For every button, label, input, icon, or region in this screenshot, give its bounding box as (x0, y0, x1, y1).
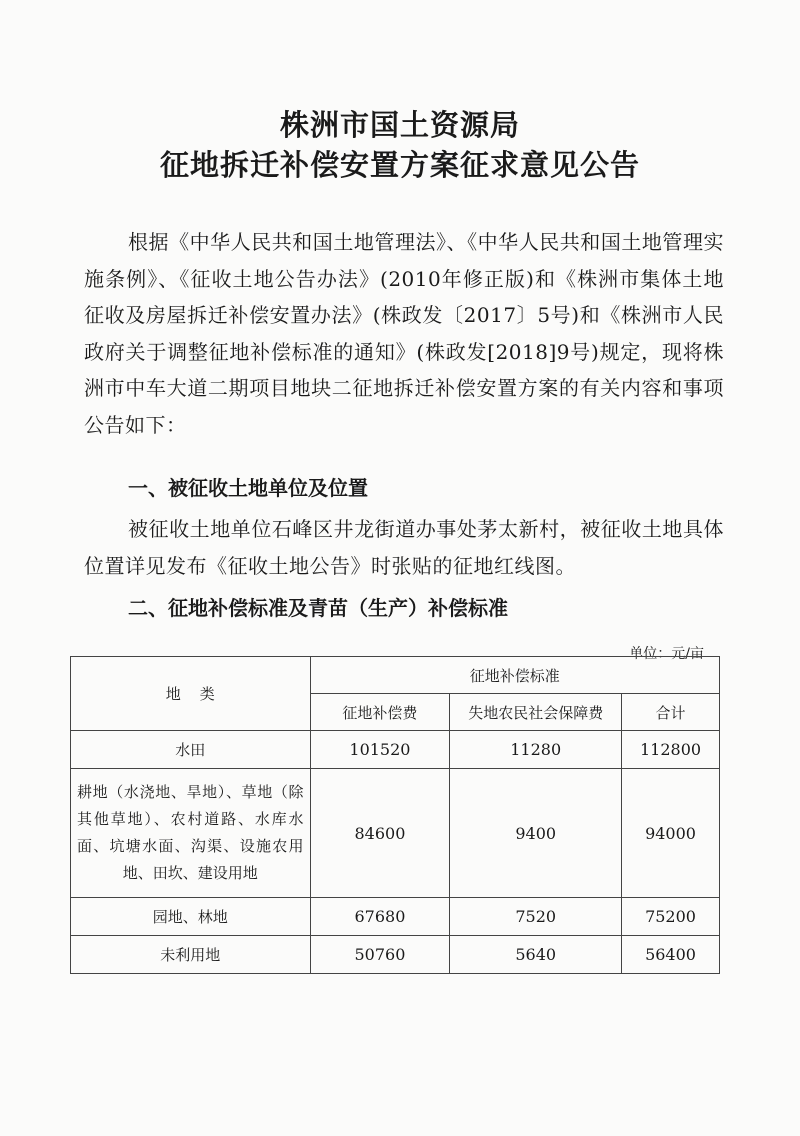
table-row (71, 769, 720, 898)
table-header-row (71, 657, 720, 694)
table-row (71, 898, 720, 936)
fee-cell: 101520 (310, 731, 450, 769)
section1-heading: 一、被征收土地单位及位置 (128, 476, 368, 500)
land-type-cell: 耕地（水浇地、旱地）、草地（除其他草地）、农村道路、水库水面、坑塘水面、沟渠、设施农用地、田坎、建设用地 (71, 769, 311, 898)
fee-cell: 67680 (310, 898, 450, 936)
table-row (71, 936, 720, 974)
header-total: 合计 (622, 694, 720, 731)
fee-cell: 50760 (310, 936, 450, 974)
intro-paragraph: 根据《中华人民共和国土地管理法》、《中华人民共和国土地管理实施条例》、《征收土地公告办法》(2010年修正版)和《株洲市集体土地征收及房屋拆迁补偿安置办法》(株政发〔2017〕5号)和《株洲市人民政府关于调整征地补偿标准的通知》(株政发[2018]9号)规定，现将株洲市中车大道二期项目地块二征地拆迁补偿安置方案的有关内容和事项公告如下： (84, 230, 724, 437)
compensation-table (70, 656, 720, 974)
land-type-cell: 未利用地 (71, 936, 311, 974)
header-social-security-fee: 失地农民社会保障费 (450, 694, 622, 731)
table-unit-label: 单位：元/亩 (629, 646, 704, 662)
section2-heading: 二、征地补偿标准及青苗（生产）补偿标准 (128, 596, 508, 620)
total-cell: 56400 (622, 936, 720, 974)
header-compensation-standard: 征地补偿标准 (310, 657, 719, 694)
header-land-type: 地 类 (71, 657, 311, 731)
section1-body: 被征收土地单位石峰区井龙街道办事处茅太新村，被征收土地具体位置详见发布《征收土地公告》时张贴的征地红线图。 (84, 517, 724, 578)
social-cell: 11280 (450, 731, 622, 769)
social-cell: 7520 (450, 898, 622, 936)
document-title-line2: 征地拆迁补偿安置方案征求意见公告 (159, 148, 640, 182)
social-cell: 9400 (450, 769, 622, 898)
social-cell: 5640 (450, 936, 622, 974)
total-cell: 75200 (622, 898, 720, 936)
land-type-cell: 园地、林地 (71, 898, 311, 936)
total-cell: 94000 (622, 769, 720, 898)
fee-cell: 84600 (310, 769, 450, 898)
header-compensation-fee: 征地补偿费 (310, 694, 450, 731)
land-type-cell: 水田 (71, 731, 311, 769)
total-cell: 112800 (622, 731, 720, 769)
document-title-line1: 株洲市国土资源局 (279, 108, 520, 142)
table-row (71, 731, 720, 769)
